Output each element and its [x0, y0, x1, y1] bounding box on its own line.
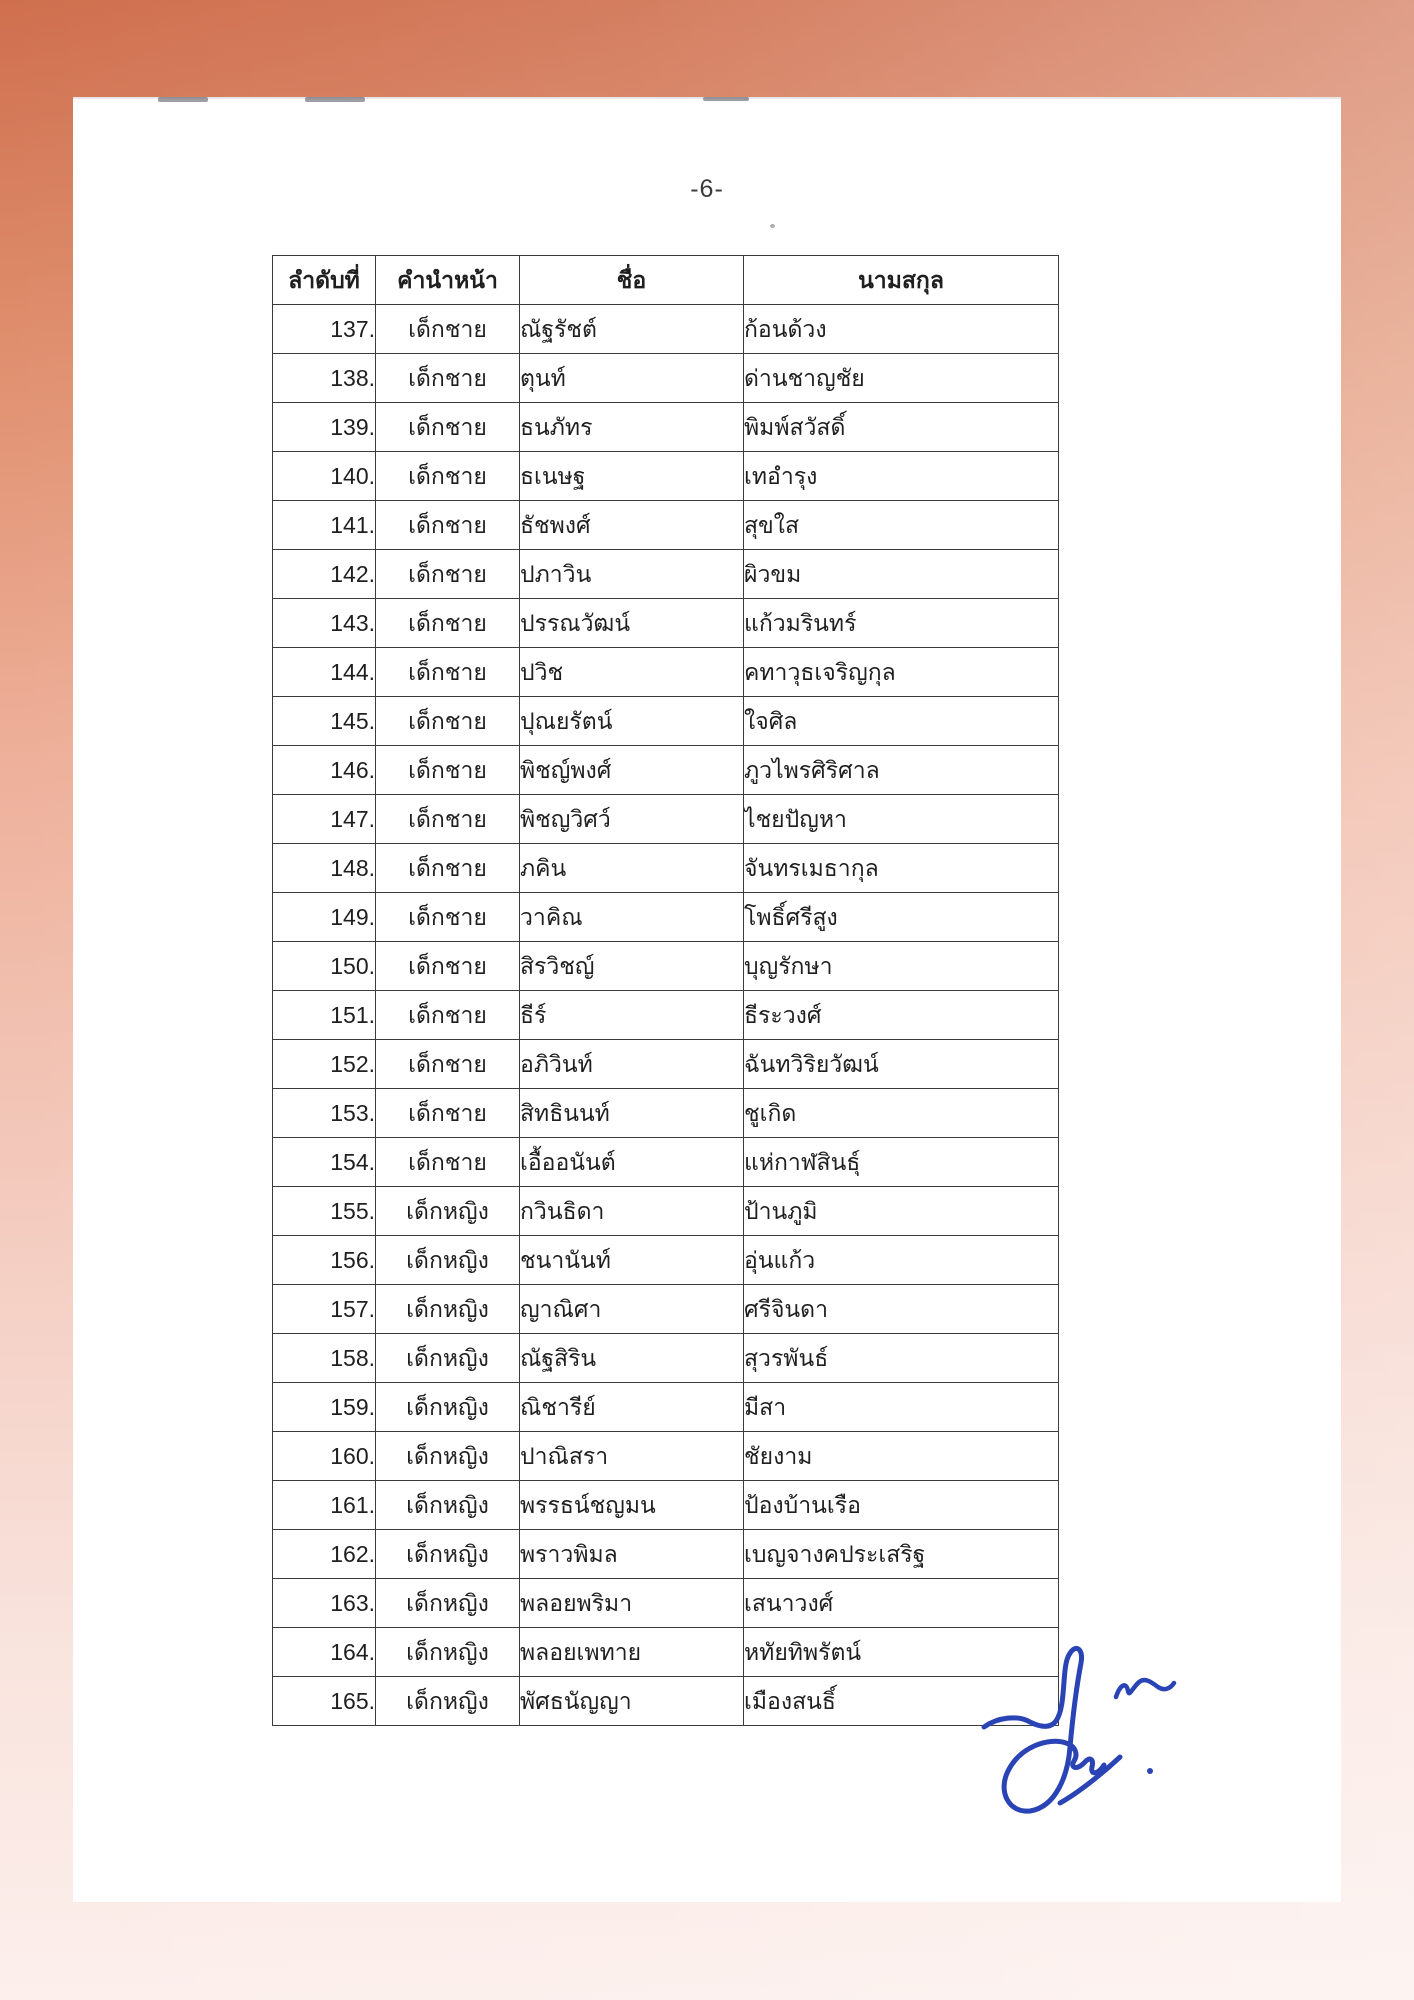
cell-last-name: สุขใส	[744, 501, 1059, 550]
table-row	[273, 1432, 1059, 1481]
table-row	[273, 305, 1059, 354]
table-row	[273, 354, 1059, 403]
document-page	[73, 97, 1341, 1902]
cell-order-number: 145.	[273, 697, 376, 746]
cell-order-number: 146.	[273, 746, 376, 795]
cell-prefix: เด็กชาย	[376, 501, 520, 550]
cell-first-name: ธีร์	[520, 991, 744, 1040]
page-number: -6-	[690, 175, 724, 203]
cell-prefix: เด็กหญิง	[376, 1236, 520, 1285]
table-row	[273, 1236, 1059, 1285]
cell-last-name: ฉันทวิริยวัฒน์	[744, 1040, 1059, 1089]
table-row	[273, 599, 1059, 648]
cell-prefix: เด็กชาย	[376, 1089, 520, 1138]
header-first-name: ชื่อ	[520, 256, 744, 305]
table-row	[273, 844, 1059, 893]
cell-prefix: เด็กหญิง	[376, 1432, 520, 1481]
cell-first-name: ปภาวิน	[520, 550, 744, 599]
cell-order-number: 137.	[273, 305, 376, 354]
table-row	[273, 1187, 1059, 1236]
cell-last-name: เบญจางคประเสริฐ	[744, 1530, 1059, 1579]
cell-last-name: อุ่นแก้ว	[744, 1236, 1059, 1285]
cell-first-name: ญาณิศา	[520, 1285, 744, 1334]
cell-last-name: แก้วมรินทร์	[744, 599, 1059, 648]
cell-order-number: 142.	[273, 550, 376, 599]
table-row	[273, 501, 1059, 550]
cell-prefix: เด็กชาย	[376, 746, 520, 795]
cell-last-name: ด่านชาญชัย	[744, 354, 1059, 403]
cell-last-name: ก้อนด้วง	[744, 305, 1059, 354]
cell-order-number: 163.	[273, 1579, 376, 1628]
cell-order-number: 156.	[273, 1236, 376, 1285]
student-table-body	[273, 305, 1059, 1726]
cell-prefix: เด็กชาย	[376, 844, 520, 893]
cell-last-name: ไชยปัญหา	[744, 795, 1059, 844]
table-header-row	[273, 256, 1059, 305]
cell-last-name: แห่กาฬสินธุ์	[744, 1138, 1059, 1187]
cell-last-name: ผิวขม	[744, 550, 1059, 599]
cell-last-name: โพธิ์ศรีสูง	[744, 893, 1059, 942]
cell-prefix: เด็กชาย	[376, 795, 520, 844]
cell-prefix: เด็กชาย	[376, 550, 520, 599]
cell-order-number: 162.	[273, 1530, 376, 1579]
cell-first-name: เอื้ออนันต์	[520, 1138, 744, 1187]
cell-first-name: ปุณยรัตน์	[520, 697, 744, 746]
cell-last-name: เมืองสนธิ์	[744, 1677, 1059, 1726]
cell-order-number: 147.	[273, 795, 376, 844]
cell-first-name: ณิชารีย์	[520, 1383, 744, 1432]
cell-order-number: 152.	[273, 1040, 376, 1089]
cell-first-name: ภคิน	[520, 844, 744, 893]
cell-first-name: ตุนท์	[520, 354, 744, 403]
table-row	[273, 893, 1059, 942]
cell-first-name: ปรรณวัฒน์	[520, 599, 744, 648]
cell-first-name: กวินธิดา	[520, 1187, 744, 1236]
scan-smudge-artifact	[158, 97, 208, 102]
cell-order-number: 139.	[273, 403, 376, 452]
cell-order-number: 155.	[273, 1187, 376, 1236]
cell-first-name: ธนภัทร	[520, 403, 744, 452]
cell-first-name: พลอยเพทาย	[520, 1628, 744, 1677]
table-row	[273, 550, 1059, 599]
cell-prefix: เด็กชาย	[376, 697, 520, 746]
cell-prefix: เด็กหญิง	[376, 1628, 520, 1677]
scan-dot-artifact	[770, 224, 775, 228]
cell-order-number: 140.	[273, 452, 376, 501]
cell-prefix: เด็กหญิง	[376, 1187, 520, 1236]
cell-prefix: เด็กหญิง	[376, 1334, 520, 1383]
cell-last-name: ป้องบ้านเรือ	[744, 1481, 1059, 1530]
cell-prefix: เด็กชาย	[376, 1138, 520, 1187]
cell-first-name: ปาณิสรา	[520, 1432, 744, 1481]
cell-prefix: เด็กหญิง	[376, 1481, 520, 1530]
header-order-number: ลำดับที่	[273, 256, 376, 305]
cell-first-name: วาคิณ	[520, 893, 744, 942]
cell-last-name: มีสา	[744, 1383, 1059, 1432]
cell-order-number: 151.	[273, 991, 376, 1040]
table-row	[273, 1530, 1059, 1579]
cell-last-name: เสนาวงศ์	[744, 1579, 1059, 1628]
table-row	[273, 452, 1059, 501]
cell-order-number: 148.	[273, 844, 376, 893]
cell-first-name: พลอยพริมา	[520, 1579, 744, 1628]
cell-order-number: 150.	[273, 942, 376, 991]
table-row	[273, 1579, 1059, 1628]
table-row	[273, 795, 1059, 844]
table-row	[273, 942, 1059, 991]
cell-prefix: เด็กชาย	[376, 893, 520, 942]
cell-first-name: พราวพิมล	[520, 1530, 744, 1579]
cell-order-number: 164.	[273, 1628, 376, 1677]
student-table	[272, 255, 1059, 1726]
cell-order-number: 154.	[273, 1138, 376, 1187]
cell-last-name: จันทรเมธากุล	[744, 844, 1059, 893]
table-row	[273, 1383, 1059, 1432]
cell-first-name: อภิวินท์	[520, 1040, 744, 1089]
cell-order-number: 161.	[273, 1481, 376, 1530]
cell-prefix: เด็กชาย	[376, 305, 520, 354]
table-row	[273, 1334, 1059, 1383]
scan-smudge-artifact	[703, 97, 749, 101]
cell-order-number: 165.	[273, 1677, 376, 1726]
table-row	[273, 403, 1059, 452]
cell-prefix: เด็กชาย	[376, 648, 520, 697]
cell-order-number: 159.	[273, 1383, 376, 1432]
cell-last-name: ชูเกิด	[744, 1089, 1059, 1138]
cell-first-name: ณัฐสิริน	[520, 1334, 744, 1383]
cell-prefix: เด็กหญิง	[376, 1383, 520, 1432]
cell-first-name: พิชญวิศว์	[520, 795, 744, 844]
table-row	[273, 1089, 1059, 1138]
cell-last-name: ศรีจินดา	[744, 1285, 1059, 1334]
cell-prefix: เด็กชาย	[376, 452, 520, 501]
cell-prefix: เด็กหญิง	[376, 1677, 520, 1726]
cell-last-name: พิมพ์สวัสดิ์	[744, 403, 1059, 452]
cell-first-name: ชนานันท์	[520, 1236, 744, 1285]
cell-first-name: สิทธินนท์	[520, 1089, 744, 1138]
cell-last-name: ใจศิล	[744, 697, 1059, 746]
cell-prefix: เด็กชาย	[376, 599, 520, 648]
cell-prefix: เด็กหญิง	[376, 1579, 520, 1628]
signature	[978, 1625, 1203, 1825]
cell-last-name: ภูวไพรศิริศาล	[744, 746, 1059, 795]
table-row	[273, 991, 1059, 1040]
cell-first-name: ณัฐรัชต์	[520, 305, 744, 354]
table-row	[273, 1628, 1059, 1677]
cell-order-number: 149.	[273, 893, 376, 942]
cell-order-number: 153.	[273, 1089, 376, 1138]
table-row	[273, 746, 1059, 795]
cell-prefix: เด็กหญิง	[376, 1285, 520, 1334]
cell-last-name: เทอำรุง	[744, 452, 1059, 501]
cell-prefix: เด็กชาย	[376, 403, 520, 452]
cell-prefix: เด็กชาย	[376, 354, 520, 403]
cell-first-name: พิชญ์พงศ์	[520, 746, 744, 795]
cell-last-name: บุญรักษา	[744, 942, 1059, 991]
cell-last-name: คทาวุธเจริญกุล	[744, 648, 1059, 697]
table-row	[273, 1138, 1059, 1187]
cell-last-name: สุวรพันธ์	[744, 1334, 1059, 1383]
cell-order-number: 160.	[273, 1432, 376, 1481]
cell-order-number: 138.	[273, 354, 376, 403]
header-prefix: คำนำหน้า	[376, 256, 520, 305]
cell-order-number: 157.	[273, 1285, 376, 1334]
cell-first-name: สิรวิชญ์	[520, 942, 744, 991]
cell-prefix: เด็กชาย	[376, 942, 520, 991]
cell-order-number: 158.	[273, 1334, 376, 1383]
cell-prefix: เด็กชาย	[376, 991, 520, 1040]
cell-first-name: พรรธน์ชญมน	[520, 1481, 744, 1530]
table-row	[273, 1481, 1059, 1530]
cell-prefix: เด็กหญิง	[376, 1530, 520, 1579]
cell-first-name: ธเนษฐ	[520, 452, 744, 501]
cell-first-name: ปวิช	[520, 648, 744, 697]
cell-prefix: เด็กชาย	[376, 1040, 520, 1089]
cell-last-name: หทัยทิพรัตน์	[744, 1628, 1059, 1677]
table-row	[273, 648, 1059, 697]
cell-first-name: พัศธนัญญา	[520, 1677, 744, 1726]
cell-order-number: 141.	[273, 501, 376, 550]
table-row	[273, 1040, 1059, 1089]
table-row	[273, 1285, 1059, 1334]
cell-order-number: 144.	[273, 648, 376, 697]
cell-order-number: 143.	[273, 599, 376, 648]
table-row	[273, 697, 1059, 746]
cell-last-name: ธีระวงศ์	[744, 991, 1059, 1040]
header-last-name: นามสกุล	[744, 256, 1059, 305]
table-row	[273, 1677, 1059, 1726]
cell-last-name: ป้านภูมิ	[744, 1187, 1059, 1236]
cell-first-name: ธัชพงศ์	[520, 501, 744, 550]
cell-last-name: ชัยงาม	[744, 1432, 1059, 1481]
scan-smudge-artifact	[305, 97, 365, 102]
